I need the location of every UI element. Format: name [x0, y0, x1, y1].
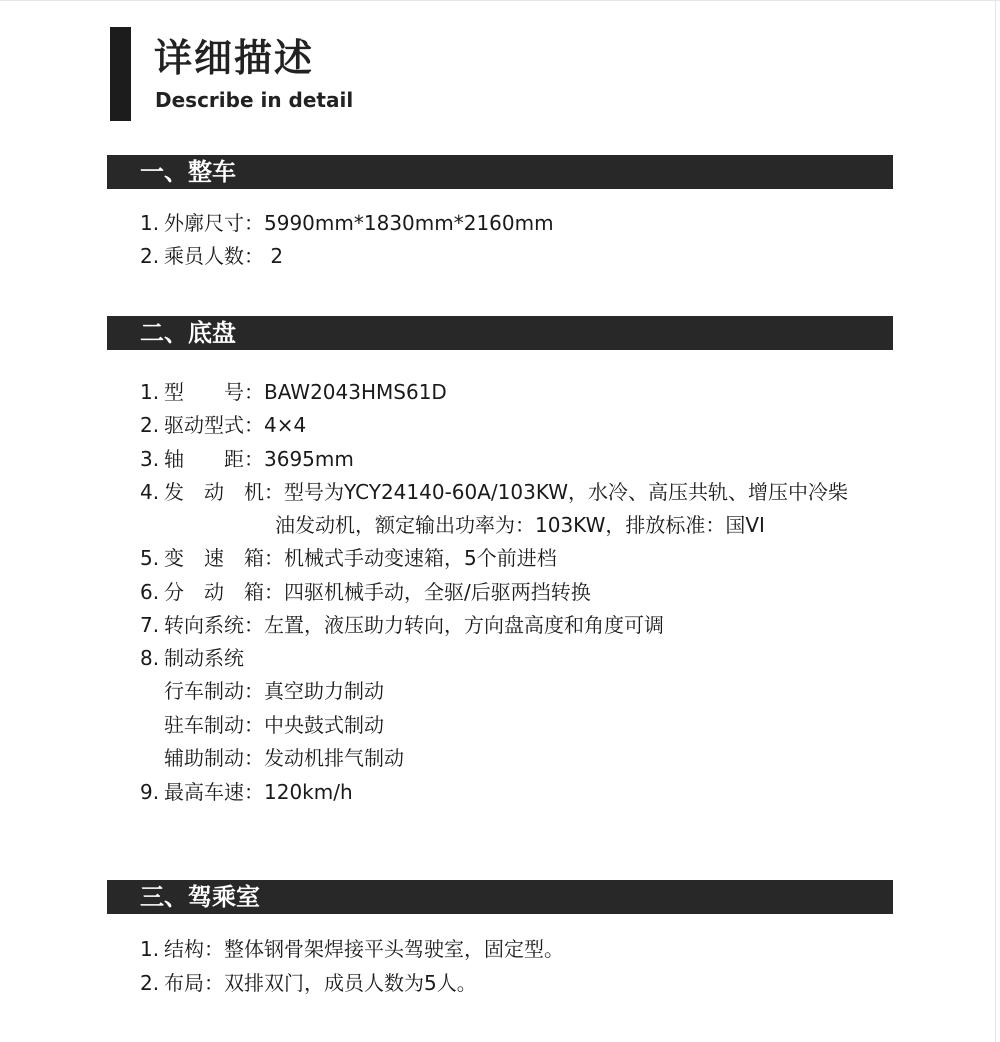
item-number: 6.: [140, 580, 160, 604]
item-number: 3.: [140, 447, 160, 471]
item-label: 变 速 箱: [164, 546, 264, 570]
item-separator: ：: [244, 746, 264, 770]
spec-row: [140, 243, 283, 269]
spec-subrow: [164, 678, 384, 704]
item-separator: ：: [244, 244, 264, 268]
page-title: 详细描述: [154, 36, 315, 80]
item-value: BAW2043HMS61D: [264, 380, 447, 404]
item-number: 1.: [140, 937, 160, 961]
spec-row: [140, 612, 664, 638]
section-header-vehicle: 一、整车: [107, 155, 893, 189]
item-number: 5.: [140, 546, 160, 570]
item-separator: ：: [244, 380, 264, 404]
item-value-continuation: 油发动机，额定输出功率为：103KW，排放标准：国VI: [275, 513, 765, 537]
item-value: 机械式手动变速箱，5个前进档: [284, 546, 557, 570]
item-separator: ：: [244, 679, 264, 703]
spec-subrow: [164, 712, 384, 738]
item-label: 制动系统: [164, 646, 244, 670]
item-number: 7.: [140, 613, 160, 637]
item-label: 驻车制动: [164, 713, 244, 737]
item-separator: ：: [244, 713, 264, 737]
item-separator: ：: [244, 780, 264, 804]
spec-row: [140, 645, 244, 671]
item-value: 双排双门，成员人数为5人。: [224, 971, 477, 995]
item-number: 8.: [140, 646, 160, 670]
spec-row: [140, 379, 447, 405]
item-separator: ：: [244, 211, 264, 235]
item-label: 布局: [164, 971, 204, 995]
item-label: 发 动 机: [164, 480, 264, 504]
item-separator: ：: [244, 447, 264, 471]
item-number: 4.: [140, 480, 160, 504]
item-label: 最高车速: [164, 780, 244, 804]
spec-row: [140, 970, 477, 996]
item-value: 发动机排气制动: [264, 746, 404, 770]
item-separator: ：: [264, 480, 284, 504]
item-label: 乘员人数: [164, 244, 244, 268]
item-number: 1.: [140, 211, 160, 235]
item-label: 驱动型式: [164, 413, 244, 437]
spec-row: [140, 545, 557, 571]
item-value: 左置，液压助力转向，方向盘高度和角度可调: [264, 613, 664, 637]
spec-row: [140, 412, 306, 438]
item-value: 120km/h: [264, 780, 353, 804]
item-number: 9.: [140, 780, 160, 804]
item-separator: ：: [244, 613, 264, 637]
item-value: 中央鼓式制动: [264, 713, 384, 737]
item-number: 2.: [140, 971, 160, 995]
item-label: 外廓尺寸: [164, 211, 244, 235]
spec-row: [140, 579, 591, 605]
item-value: 整体钢骨架焊接平头驾驶室，固定型。: [224, 937, 564, 961]
item-value: 2: [264, 244, 284, 268]
page-subtitle: Describe in detail: [155, 88, 354, 112]
item-separator: ：: [204, 937, 224, 961]
item-number: 1.: [140, 380, 160, 404]
title-accent-bar: [110, 27, 131, 121]
item-separator: ：: [204, 971, 224, 995]
spec-row: [140, 210, 554, 236]
item-number: 2.: [140, 413, 160, 437]
item-label: 型 号: [164, 380, 244, 404]
item-label: 分 动 箱: [164, 580, 264, 604]
section-header-cab: 三、驾乘室: [107, 880, 893, 914]
item-value: 5990mm*1830mm*2160mm: [264, 211, 554, 235]
item-number: 2.: [140, 244, 160, 268]
item-separator: ：: [264, 546, 284, 570]
item-separator: ：: [264, 580, 284, 604]
item-label: 结构: [164, 937, 204, 961]
spec-subrow: [164, 745, 404, 771]
item-value: 四驱机械手动，全驱/后驱两挡转换: [284, 580, 591, 604]
page-right-border: [995, 0, 996, 1042]
item-separator: ：: [244, 413, 264, 437]
page-top-border: [0, 0, 1000, 1]
item-label: 行车制动: [164, 679, 244, 703]
item-label: 转向系统: [164, 613, 244, 637]
item-value: 型号为YCY24140-60A/103KW，水冷、高压共轨、增压中冷柴: [284, 480, 849, 504]
spec-row: [140, 446, 354, 472]
item-label: 辅助制动: [164, 746, 244, 770]
item-value: 4×4: [264, 413, 307, 437]
spec-row: [140, 779, 353, 805]
spec-row: [140, 479, 848, 505]
section-header-chassis: 二、底盘: [107, 316, 893, 350]
spec-row: [140, 936, 564, 962]
item-value: 真空助力制动: [264, 679, 384, 703]
item-label: 轴 距: [164, 447, 244, 471]
item-value: 3695mm: [264, 447, 354, 471]
